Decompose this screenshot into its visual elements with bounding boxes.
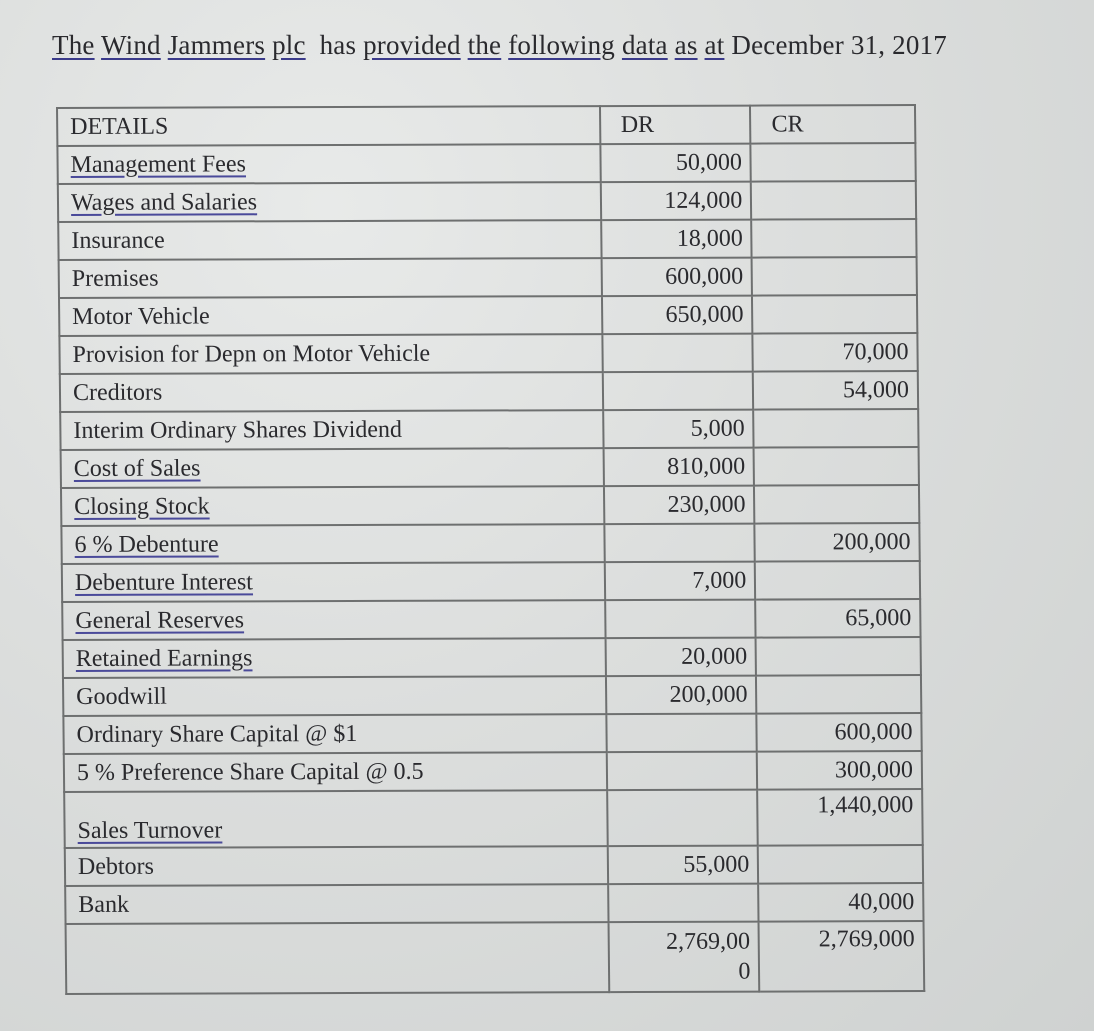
table-row [59,295,917,336]
row-detail: Motor Vehicle [59,296,602,336]
header-cr: CR [750,105,915,144]
table-row [65,883,923,924]
title-word: The [52,30,95,60]
page-title [52,30,947,61]
row-cr: 40,000 [758,883,923,922]
row-dr: 650,000 [602,296,753,335]
title-word: the [467,30,502,60]
row-cr [754,447,919,486]
row-cr: 600,000 [757,713,922,752]
row-cr [752,295,917,334]
title-word: as [674,30,698,60]
row-dr: 810,000 [603,448,754,487]
row-detail: Creditors [60,372,603,412]
table-row [63,637,921,678]
table-row [64,789,923,848]
row-cr [756,637,921,676]
title-word: has [319,30,357,60]
title-word: December 31, 2017 [731,30,947,60]
row-detail: Sales Turnover [77,817,223,844]
row-dr: 5,000 [603,410,754,449]
totals-dr-line2: 0 [738,958,751,985]
row-cr: 65,000 [756,599,921,638]
row-dr: 230,000 [604,486,755,525]
title-word: Jammers [167,30,266,60]
row-detail: Cost of Sales [73,455,201,482]
totals-dr-line1: 2,769,00 [665,928,751,955]
row-detail: Closing Stock [74,492,210,520]
totals-dr [608,922,760,993]
row-detail: Management Fees [70,150,247,178]
table-row [60,371,918,412]
header-dr: DR [600,106,751,145]
title-word: provided [363,30,461,60]
row-dr [602,334,753,373]
totals-cr: 2,769,000 [759,921,924,992]
row-cr [752,257,917,296]
row-detail: Provision for Depn on Motor Vehicle [59,334,602,374]
row-dr: 7,000 [604,562,755,601]
row-detail: General Reserves [75,606,245,634]
row-cr: 1,440,000 [758,789,923,846]
row-cr: 200,000 [755,523,920,562]
row-cr [755,561,920,600]
row-cr: 300,000 [757,751,922,790]
table-row [63,675,921,716]
row-cr: 70,000 [753,333,918,372]
row-dr [607,790,758,847]
row-detail: Ordinary Share Capital @ $1 [63,714,606,754]
row-detail: 5 % Preference Share Capital @ 0.5 [64,752,607,792]
row-detail: Premises [59,258,602,298]
title-word: data [621,30,668,60]
row-dr: 50,000 [600,144,751,183]
row-dr [606,714,757,753]
table-row [59,333,917,374]
row-cr [754,485,919,524]
table-row [64,751,922,792]
title-word: following [508,30,615,60]
row-cr [758,845,923,884]
table-row [58,219,916,260]
row-dr [606,752,757,791]
row-detail: Insurance [58,220,601,260]
totals-detail [66,922,609,994]
row-detail: Debtors [65,846,608,886]
row-cr [751,143,916,182]
totals-row [66,921,925,994]
row-dr [604,524,755,563]
header-details: DETAILS [57,106,600,146]
row-detail: Wages and Salaries [70,188,258,216]
table-row [61,485,919,526]
row-detail: Retained Earnings [75,644,253,672]
row-cr [754,409,919,448]
table-header-row [57,105,915,146]
table-row [59,257,917,298]
trial-balance-table [56,104,925,995]
row-dr: 18,000 [601,220,752,259]
row-cr [756,675,921,714]
row-dr: 124,000 [600,182,751,221]
title-word: Wind [101,30,161,60]
row-dr [605,600,756,639]
row-detail: Goodwill [63,676,606,716]
title-word: plc [272,30,306,60]
title-word: at [704,30,725,60]
row-cr: 54,000 [753,371,918,410]
table-row [62,561,920,602]
row-detail: Interim Ordinary Shares Dividend [60,410,603,450]
row-dr: 200,000 [606,676,757,715]
row-cr [751,181,916,220]
row-detail: Bank [65,884,608,924]
table-row [61,447,919,488]
table-row [65,845,923,886]
table-row [61,523,919,564]
row-dr [608,884,759,923]
table-row [57,143,915,184]
row-dr: 600,000 [601,258,752,297]
row-dr: 20,000 [605,638,756,677]
row-dr: 55,000 [607,846,758,885]
row-detail: Debenture Interest [74,568,254,596]
table-row [60,409,918,450]
table-row [62,599,920,640]
table-row [63,713,921,754]
row-dr [602,372,753,411]
row-detail: 6 % Debenture [74,530,219,558]
table-row [58,181,916,222]
row-cr [752,219,917,258]
